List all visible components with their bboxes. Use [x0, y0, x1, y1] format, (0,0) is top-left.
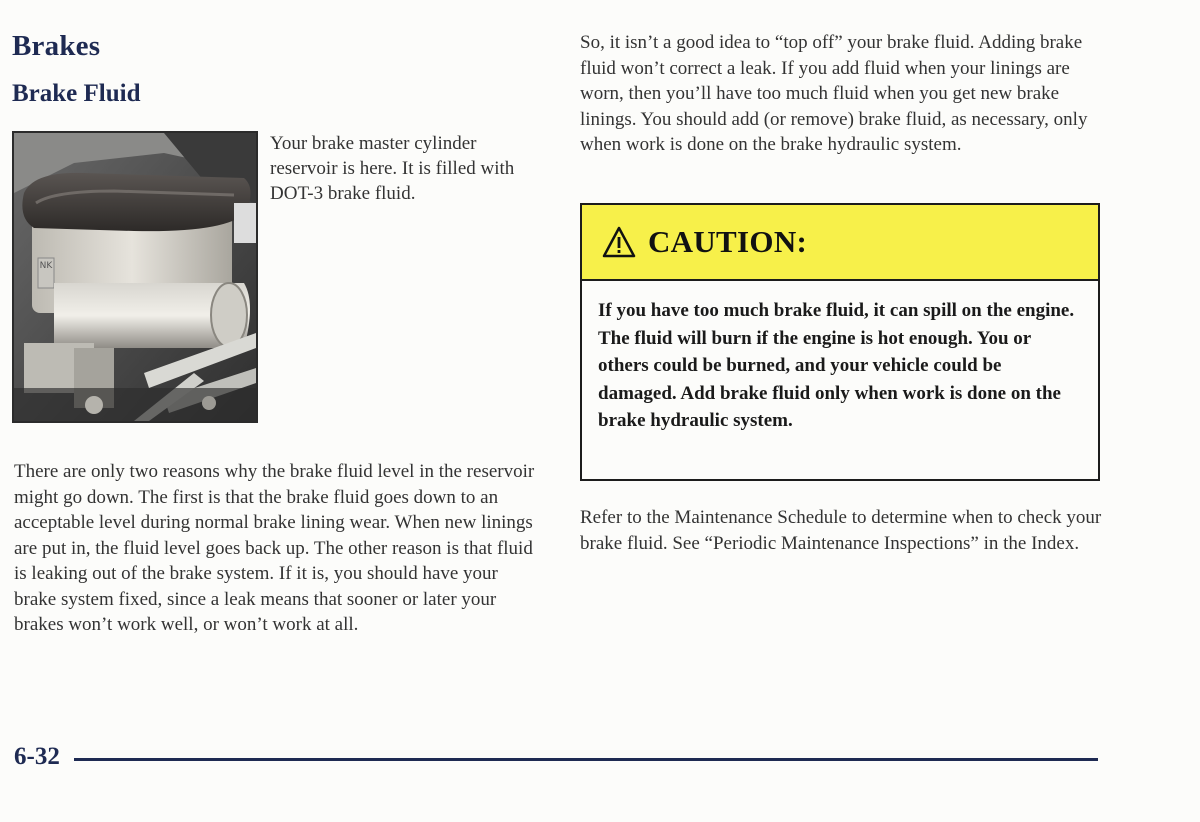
warning-triangle-icon: [602, 226, 636, 258]
page-number: 6-32: [14, 743, 60, 770]
brake-reservoir-photo: [12, 131, 258, 423]
fluid-level-paragraph: There are only two reasons why the brake fluid level in the reservoir might go down. The first is that the brake fluid goes down to an acceptable level during normal brake lining wear. When new linings are put in, the fluid level goes back up. The other reason is that fluid is leaking out of the brake system. If it is, you should have your brake system fixed, since a leak means that sooner or later your brakes won’t work well, or won’t work at all.: [14, 461, 535, 635]
caution-label: CAUTION:: [648, 224, 808, 259]
photo-caption: Your brake master cylinder reservoir is here. It is filled with DOT-3 brake fluid.: [270, 133, 515, 204]
cap-label: NK: [39, 261, 53, 271]
caution-body: If you have too much brake fluid, it can spill on the engine. The fluid will burn if the engine is hot enough. You or others could be burned, and your vehicle could be damaged. Add brake fluid only when work is done on the brake hydraulic system.: [598, 300, 1075, 431]
subsection-title: Brake Fluid: [12, 80, 141, 107]
maintenance-paragraph: Refer to the Maintenance Schedule to determine when to check your brake fluid. See “Periodic Maintenance Inspections” in the Index.: [580, 507, 1102, 554]
caution-box: [580, 203, 1100, 481]
top-off-paragraph: So, it isn’t a good idea to “top off” your brake fluid. Adding brake fluid won’t correct a leak. If you add fluid when your linings are worn, then you’ll have too much fluid when you get new brake linings. You should add (or remove) brake fluid, as necessary, only when work is done on the brake hydraulic system.: [580, 32, 1088, 155]
footer-rule: [74, 758, 1098, 761]
section-title: Brakes: [12, 30, 101, 62]
caution-header: [582, 205, 1098, 281]
